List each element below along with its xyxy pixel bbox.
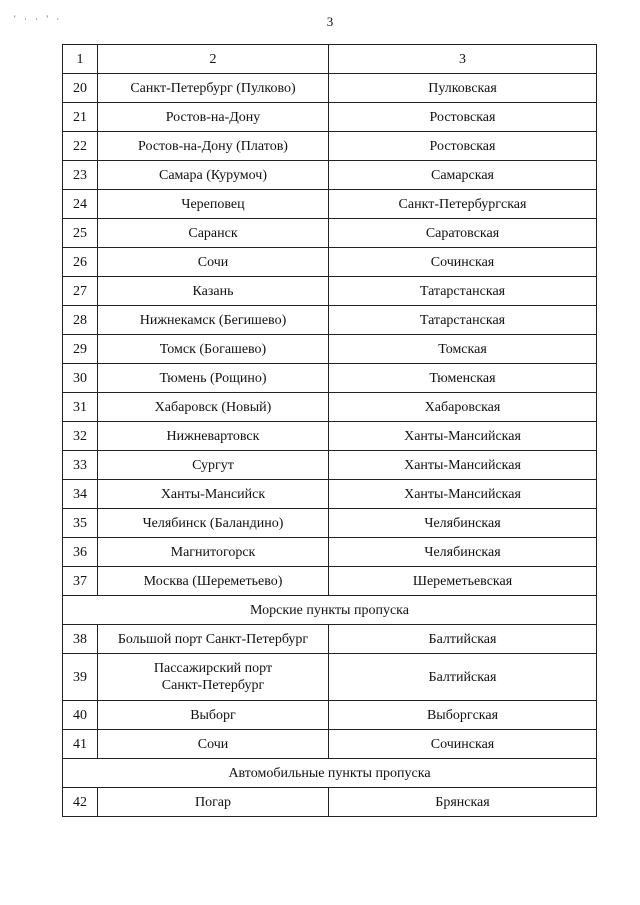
table-row: [63, 364, 597, 393]
customs-office: Челябинская: [329, 538, 597, 567]
row-number: 28: [63, 306, 98, 335]
table-row: [63, 277, 597, 306]
table-row: [63, 538, 597, 567]
checkpoint-name: Саранск: [98, 219, 329, 248]
customs-office: Брянская: [329, 788, 597, 817]
row-number: 27: [63, 277, 98, 306]
row-number: 29: [63, 335, 98, 364]
row-number: 35: [63, 509, 98, 538]
table-row: [63, 788, 597, 817]
checkpoint-name: Погар: [98, 788, 329, 817]
checkpoint-name: Ростов-на-Дону (Платов): [98, 132, 329, 161]
table-row: [63, 103, 597, 132]
row-number: 30: [63, 364, 98, 393]
table-row: [63, 219, 597, 248]
table-row: [63, 335, 597, 364]
checkpoint-name: Череповец: [98, 190, 329, 219]
checkpoint-name: Магнитогорск: [98, 538, 329, 567]
checkpoint-name: Ростов-на-Дону: [98, 103, 329, 132]
customs-office: Выборгская: [329, 701, 597, 730]
table-row: [63, 625, 597, 654]
checkpoint-name: Нижнекамск (Бегишево): [98, 306, 329, 335]
checkpoint-name: Москва (Шереметьево): [98, 567, 329, 596]
customs-office: Саратовская: [329, 219, 597, 248]
table-row: [63, 451, 597, 480]
section-auto-checkpoints-label: Автомобильные пункты пропуска: [63, 759, 597, 788]
checkpoint-name: Выборг: [98, 701, 329, 730]
customs-office: Шереметьевская: [329, 567, 597, 596]
checkpoint-name-line: Пассажирский порт: [153, 661, 273, 676]
checkpoint-name: Хабаровск (Новый): [98, 393, 329, 422]
checkpoint-name: Самара (Курумоч): [98, 161, 329, 190]
checkpoint-name: Сочи: [98, 730, 329, 759]
checkpoint-name: Большой порт Санкт-Петербург: [98, 625, 329, 654]
row-number: 21: [63, 103, 98, 132]
checkpoint-name: Казань: [98, 277, 329, 306]
checkpoint-name: [98, 654, 329, 701]
table-row: [63, 74, 597, 103]
table-row: [63, 422, 597, 451]
table-row: [63, 730, 597, 759]
customs-office: Балтийская: [329, 654, 597, 701]
table-row: [63, 161, 597, 190]
row-number: 40: [63, 701, 98, 730]
scan-marks: ' · · ' ·: [14, 14, 63, 24]
checkpoint-name: Тюмень (Рощино): [98, 364, 329, 393]
section-sea-checkpoints: [63, 596, 597, 625]
table-row: [63, 393, 597, 422]
customs-office: Сочинская: [329, 730, 597, 759]
customs-office: Ханты-Мансийская: [329, 480, 597, 509]
table-row: [63, 567, 597, 596]
customs-office: Челябинская: [329, 509, 597, 538]
customs-office: Ханты-Мансийская: [329, 451, 597, 480]
table-header-row: [63, 45, 597, 74]
customs-office: Самарская: [329, 161, 597, 190]
customs-office: Ростовская: [329, 132, 597, 161]
row-number: 25: [63, 219, 98, 248]
row-number: 32: [63, 422, 98, 451]
row-number: 36: [63, 538, 98, 567]
customs-office: Томская: [329, 335, 597, 364]
customs-office: Татарстанская: [329, 277, 597, 306]
customs-office: Тюменская: [329, 364, 597, 393]
header-col-1: 1: [63, 45, 98, 74]
customs-office: Санкт-Петербургская: [329, 190, 597, 219]
customs-office: Балтийская: [329, 625, 597, 654]
customs-office: Сочинская: [329, 248, 597, 277]
customs-office: Татарстанская: [329, 306, 597, 335]
checkpoint-name: Томск (Богашево): [98, 335, 329, 364]
table-row: [63, 654, 597, 701]
section-sea-checkpoints-label: Морские пункты пропуска: [63, 596, 597, 625]
checkpoint-name: Санкт-Петербург (Пулково): [98, 74, 329, 103]
table-row: [63, 132, 597, 161]
row-number: 38: [63, 625, 98, 654]
section-auto-checkpoints: [63, 759, 597, 788]
row-number: 41: [63, 730, 98, 759]
checkpoint-name: Челябинск (Баландино): [98, 509, 329, 538]
row-number: 31: [63, 393, 98, 422]
table-row: [63, 509, 597, 538]
row-number: 39: [63, 654, 98, 701]
row-number: 42: [63, 788, 98, 817]
customs-office: Хабаровская: [329, 393, 597, 422]
row-number: 23: [63, 161, 98, 190]
table-row: [63, 248, 597, 277]
checkpoint-name: Нижневартовск: [98, 422, 329, 451]
customs-office: Ростовская: [329, 103, 597, 132]
table-row: [63, 701, 597, 730]
row-number: 24: [63, 190, 98, 219]
row-number: 33: [63, 451, 98, 480]
table-row: [63, 480, 597, 509]
page-number: 3: [326, 14, 334, 29]
checkpoint-name: Сочи: [98, 248, 329, 277]
customs-office: Пулковская: [329, 74, 597, 103]
row-number: 20: [63, 74, 98, 103]
header-col-2: 2: [98, 45, 329, 74]
customs-office: Ханты-Мансийская: [329, 422, 597, 451]
checkpoint-name-line: Санкт-Петербург: [161, 678, 265, 693]
checkpoint-name: Сургут: [98, 451, 329, 480]
row-number: 37: [63, 567, 98, 596]
row-number: 26: [63, 248, 98, 277]
row-number: 34: [63, 480, 98, 509]
checkpoint-table: [62, 44, 597, 817]
row-number: 22: [63, 132, 98, 161]
checkpoint-name: Ханты-Мансийск: [98, 480, 329, 509]
table-row: [63, 190, 597, 219]
header-col-3: 3: [329, 45, 597, 74]
table-row: [63, 306, 597, 335]
